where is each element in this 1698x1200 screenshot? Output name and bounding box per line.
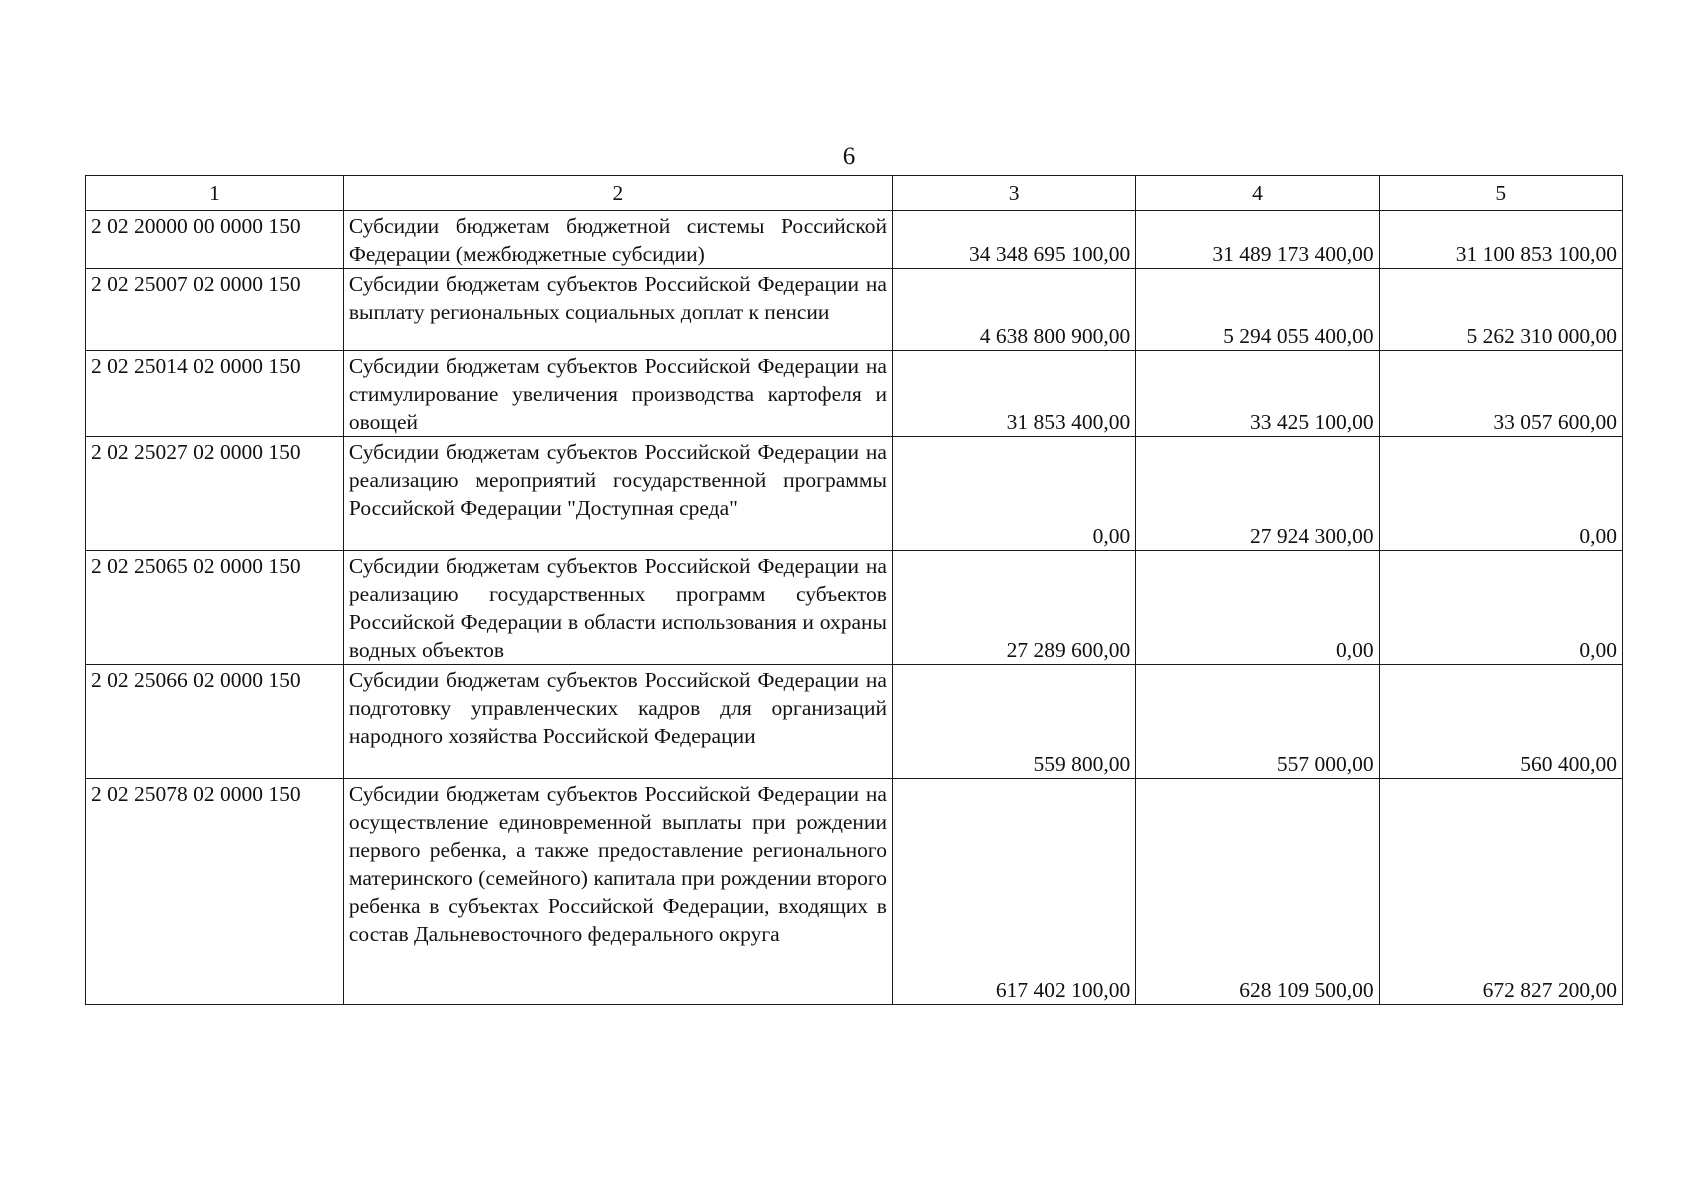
amount-col5-cell: 0,00 (1379, 437, 1622, 551)
description-cell: Субсидии бюджетам субъектов Российской Федерации на стимулирование увеличения производства картофеля и овощей (343, 351, 892, 437)
column-header-5: 5 (1379, 176, 1622, 211)
budget-table (85, 175, 1623, 1005)
description-cell: Субсидии бюджетам бюджетной системы Российской Федерации (межбюджетные субсидии) (343, 211, 892, 269)
column-header-4: 4 (1136, 176, 1379, 211)
table-row (86, 551, 1623, 665)
amount-col4-cell: 557 000,00 (1136, 665, 1379, 779)
amount-col5-cell: 0,00 (1379, 551, 1622, 665)
page-number: 6 (842, 143, 856, 170)
amount-col4-cell: 31 489 173 400,00 (1136, 211, 1379, 269)
amount-col3-cell: 34 348 695 100,00 (892, 211, 1135, 269)
amount-col4-cell: 0,00 (1136, 551, 1379, 665)
amount-col5-cell: 33 057 600,00 (1379, 351, 1622, 437)
table-row (86, 211, 1623, 269)
column-header-1: 1 (86, 176, 344, 211)
amount-col3-cell: 31 853 400,00 (892, 351, 1135, 437)
amount-col3-cell: 27 289 600,00 (892, 551, 1135, 665)
table-header-row (86, 176, 1623, 211)
budget-code-cell: 2 02 20000 00 0000 150 (86, 211, 344, 269)
amount-col5-cell: 672 827 200,00 (1379, 779, 1622, 1005)
amount-col4-cell: 628 109 500,00 (1136, 779, 1379, 1005)
description-cell: Субсидии бюджетам субъектов Российской Федерации на подготовку управленческих кадров для организаций народного хозяйства Российской Федерации (343, 665, 892, 779)
budget-code-cell: 2 02 25078 02 0000 150 (86, 779, 344, 1005)
budget-code-cell: 2 02 25007 02 0000 150 (86, 269, 344, 351)
amount-col4-cell: 33 425 100,00 (1136, 351, 1379, 437)
column-header-2: 2 (343, 176, 892, 211)
budget-code-cell: 2 02 25027 02 0000 150 (86, 437, 344, 551)
budget-code-cell: 2 02 25014 02 0000 150 (86, 351, 344, 437)
table-row (86, 437, 1623, 551)
amount-col3-cell: 4 638 800 900,00 (892, 269, 1135, 351)
amount-col4-cell: 27 924 300,00 (1136, 437, 1379, 551)
table-row (86, 665, 1623, 779)
description-cell: Субсидии бюджетам субъектов Российской Федерации на выплату региональных социальных доплат к пенсии (343, 269, 892, 351)
amount-col5-cell: 560 400,00 (1379, 665, 1622, 779)
column-header-3: 3 (892, 176, 1135, 211)
amount-col3-cell: 0,00 (892, 437, 1135, 551)
description-cell: Субсидии бюджетам субъектов Российской Федерации на реализацию государственных программ субъектов Российской Федерации в области использования и охраны водных объектов (343, 551, 892, 665)
table-row (86, 779, 1623, 1005)
table-row (86, 269, 1623, 351)
amount-col3-cell: 559 800,00 (892, 665, 1135, 779)
amount-col5-cell: 31 100 853 100,00 (1379, 211, 1622, 269)
amount-col5-cell: 5 262 310 000,00 (1379, 269, 1622, 351)
description-cell: Субсидии бюджетам субъектов Российской Федерации на реализацию мероприятий государственной программы Российской Федерации "Доступная среда" (343, 437, 892, 551)
table-row (86, 351, 1623, 437)
budget-code-cell: 2 02 25066 02 0000 150 (86, 665, 344, 779)
amount-col3-cell: 617 402 100,00 (892, 779, 1135, 1005)
budget-code-cell: 2 02 25065 02 0000 150 (86, 551, 344, 665)
amount-col4-cell: 5 294 055 400,00 (1136, 269, 1379, 351)
description-cell: Субсидии бюджетам субъектов Российской Федерации на осуществление единовременной выплаты при рождении первого ребенка, а также предоставление регионального материнского (семейного) капитала при рождении второго ребенка в субъектах Российской Федерации, входящих в состав Дальневосточного федерального округа (343, 779, 892, 1005)
